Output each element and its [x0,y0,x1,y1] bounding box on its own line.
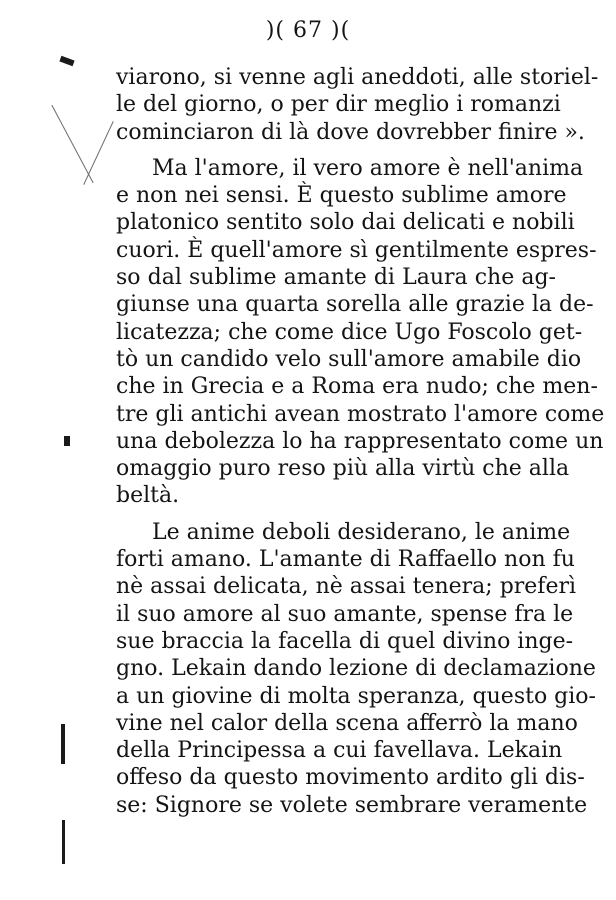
margin-pencil-stroke [51,105,93,183]
text-line: viarono, si venne agli aneddoti, alle storiel- [116,65,599,90]
text-line: cominciaron di là dove dovrebber finire ». [116,119,585,145]
text-line: Le anime deboli desiderano, le anime [152,519,571,545]
text-line: sue braccia la facella di quel divino inge- [116,628,574,654]
body-text [116,64,605,819]
text-line: vine nel calor della scena afferrò la mano [116,710,578,736]
paragraph-3 [116,519,596,819]
text-line: platonico sentito solo dai delicati e nobili [116,210,575,236]
text-line: Ma l'amore, il vero amore è nell'anima [152,155,584,181]
text-line: omaggio puro reso più alla virtù che alla [116,456,570,482]
margin-pencil-stroke-2 [83,121,113,185]
text-line: cuori. È quell'amore sì gentilmente espres- [116,237,597,263]
text-line: se: Signore se volete sembrare veramente [116,792,588,818]
text-line: beltà. [116,483,180,509]
text-line: licatezza; che come dice Ugo Foscolo get- [116,319,583,345]
paragraph-1 [116,64,599,146]
text-line: il suo amore al suo amante, spense fra le [116,601,574,627]
text-line: nè assai delicata, nè assai tenera; preferì [116,574,577,600]
text-line: che in Grecia e a Roma era nudo; che men- [116,374,598,400]
paragraph-2 [116,155,605,510]
text-line: a un giovine di molta speranza, questo gio- [116,683,596,709]
text-line: una debolezza lo ha rappresentato come un [116,428,604,454]
ink-speck-left-middle [64,436,70,446]
text-line: tre gli antichi avean mostrato l'amore come [116,401,605,427]
text-line: so dal sublime amante di Laura che ag- [116,265,556,291]
text-line: gno. Lekain dando lezione di declamazione [116,656,596,682]
text-line: e non nei sensi. È questo sublime amore [116,183,567,209]
margin-tick-bottom [62,820,65,864]
margin-tick-lower [61,724,65,764]
text-line: giunse una quarta sorella alle grazie la de- [116,292,594,318]
text-line: offeso da questo movimento ardito gli dis- [116,765,585,791]
text-line: tò un candido velo sull'amore amabile dio [116,346,582,372]
text-line: le del giorno, o per dir meglio i romanzi [116,92,561,118]
text-line: della Principessa a cui favellava. Lekain [116,738,563,764]
ink-speck-top-left [59,56,74,66]
page-number: )( 67 )( [265,18,351,43]
text-line: forti amano. L'amante di Raffaello non fu [116,547,575,573]
